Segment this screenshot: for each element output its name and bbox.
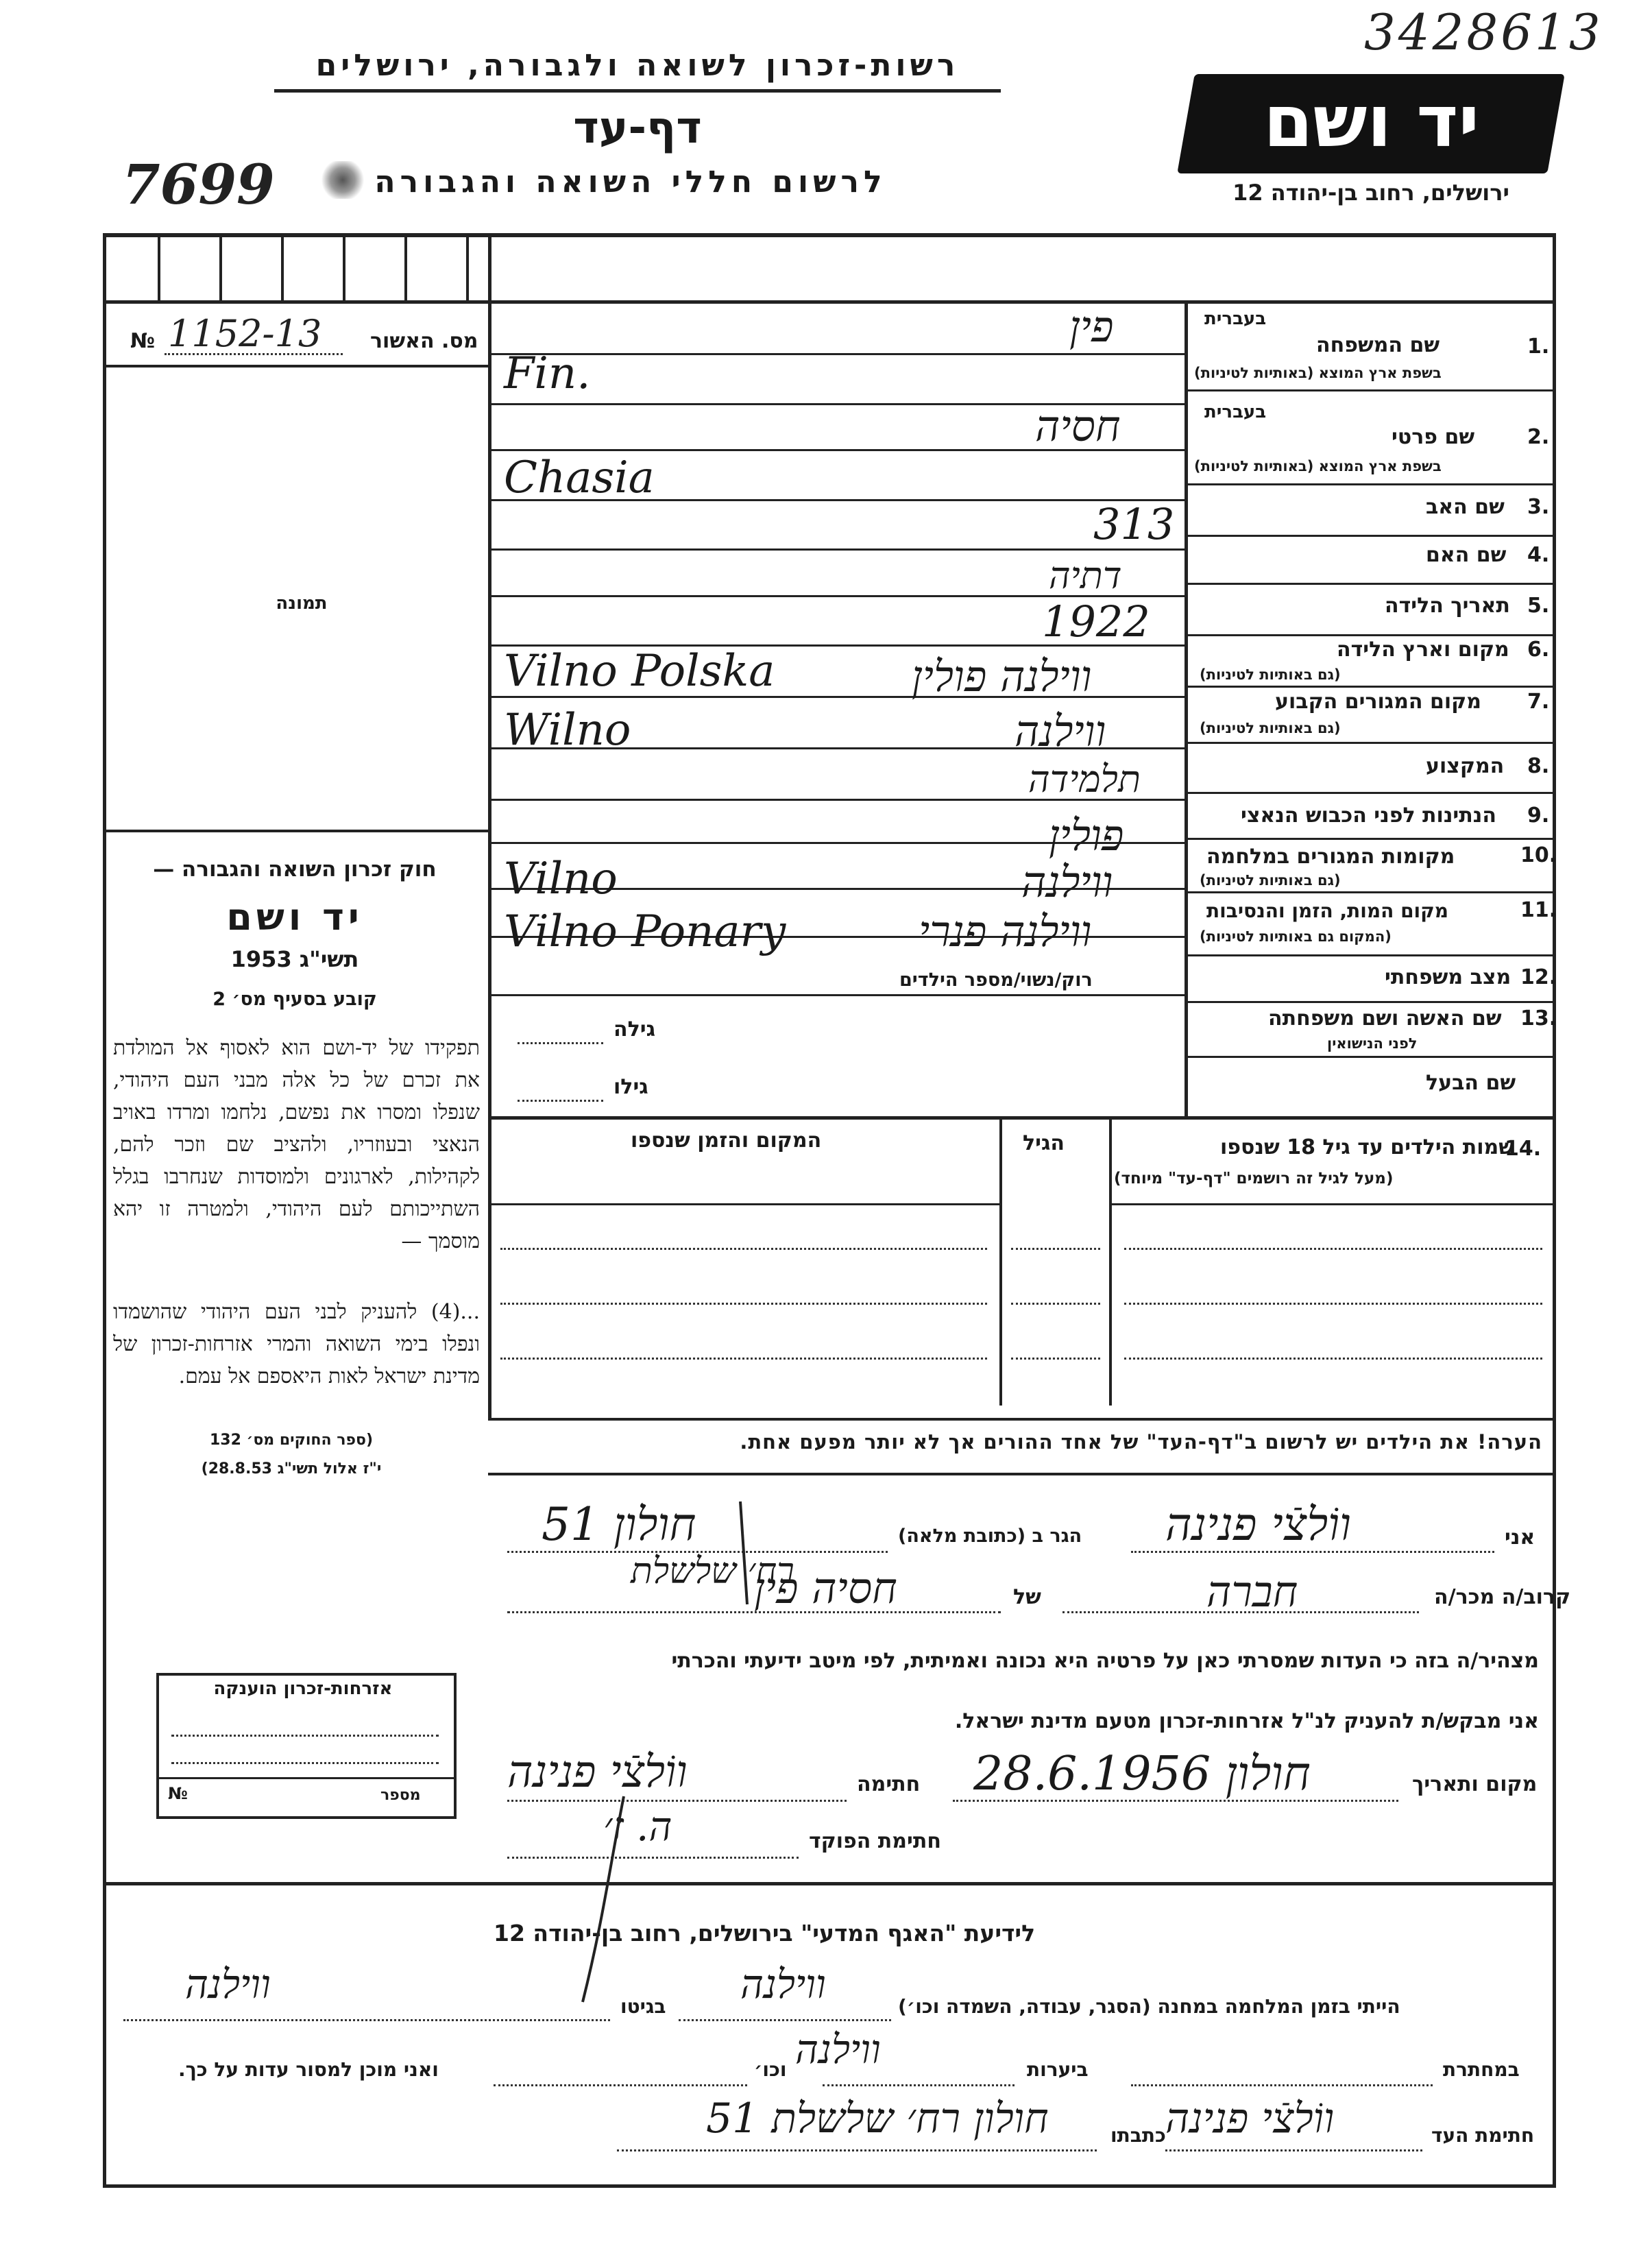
left-column-divider — [488, 233, 491, 1419]
field-4-value: דתיה — [1049, 554, 1122, 597]
field-2-value-he: חסיה — [1035, 401, 1121, 451]
bottom-dots — [1165, 2149, 1422, 2151]
children-row-dots — [500, 1358, 987, 1360]
children-age-header: הגיל — [1023, 1131, 1065, 1155]
field-11-number: 11. — [1520, 898, 1557, 922]
field-13-husband-label: שם הבעל — [1426, 1071, 1516, 1095]
bottom-l2-etc: וכו׳ — [754, 2058, 787, 2081]
row-line — [1185, 686, 1555, 688]
decl-l6-label: חתימת הפוקד — [809, 1829, 941, 1853]
field-3-label: שם האב — [1426, 495, 1505, 519]
bottom-dots — [1131, 2084, 1433, 2086]
frame-bottom — [103, 2184, 1556, 2188]
field-1-number: 1. — [1527, 335, 1550, 359]
form-subtitle: לרשום חללי השואה והגבורה — [374, 165, 887, 200]
field-13-age-label: גילה — [614, 1017, 655, 1041]
law-text: תפקידו של יד-ושם הוא לאסוף אל המולדת את זכרם של כל אלה מבני העם היהודי, שנפלו ומסרו את נפשם, נלחמו ומרדו באויב הנאצי ובעוזריו, ולהציב שם וזכר להם, לקהילות, לארגונים ולמוסדות שנחרבו בגלל השתייכותם לעם היהודי, ולמטרה זו יהא מוסמך — — [113, 1036, 480, 1253]
field-8-number: 8. — [1527, 754, 1550, 778]
children-header-line — [488, 1203, 1002, 1205]
children-row-dots — [1011, 1303, 1100, 1305]
citizenship-box-divider — [156, 1777, 454, 1779]
children-col-line — [999, 1118, 1002, 1406]
row-line — [1185, 838, 1555, 840]
field-3-value: 313 — [1093, 499, 1175, 549]
field-3-number: 3. — [1527, 495, 1550, 519]
field-1-value-he: פין — [1069, 302, 1114, 352]
row-line — [1185, 891, 1555, 893]
field-7-number: 7. — [1527, 690, 1550, 714]
field-8-value: תלמידה — [1028, 758, 1141, 801]
bottom-l1-extra: ווילנה — [185, 1961, 271, 2007]
field-1-hebrew-tag: בעברית — [1204, 309, 1267, 329]
field-2-value-latin: Chasia — [504, 453, 655, 503]
decl-l1-name: ווֹלצֿי פנינה — [1165, 1498, 1351, 1551]
decl-l2-name: חסיה פין — [754, 1563, 897, 1613]
authority-underline — [274, 89, 1001, 93]
field-10-value-he: ווילנה — [1021, 857, 1113, 907]
bottom-l3-addr: חולון רח׳ שלשלת 51 — [706, 2095, 1049, 2143]
law-section: קובע בסעיף מס׳ 2 — [212, 989, 377, 1010]
decl-dots — [1131, 1551, 1494, 1553]
field-13-husband-age-label: גילו — [614, 1075, 648, 1099]
row-line — [1185, 483, 1555, 485]
approval-no-mark: № — [130, 329, 156, 353]
row-line — [1185, 583, 1555, 585]
value-line — [488, 994, 1187, 996]
children-col-line — [1109, 1118, 1112, 1406]
bottom-l2-forest-label: ביערות — [1027, 2058, 1089, 2081]
pen-stroke — [562, 1783, 644, 2016]
children-row-dots — [500, 1303, 987, 1305]
form-title: דף-עד — [573, 103, 702, 154]
row-line — [1185, 535, 1555, 537]
field-6-sub: (גם באותיות לטיניות) — [1200, 666, 1341, 683]
decl-l2-mid: של — [1013, 1585, 1041, 1609]
top-box-divider — [281, 233, 284, 302]
value-line — [488, 353, 1187, 355]
approval-label: מס. האשור — [370, 329, 478, 353]
field-6-label: מקום וארץ הלידה — [1337, 638, 1509, 662]
authority-name: רשות-זכרון לשואה ולגבורה, ירושלים — [315, 48, 960, 83]
decl-l2-prefix: קרוב/ה מכר/ה — [1434, 1585, 1571, 1609]
children-row-dots — [1124, 1248, 1542, 1250]
decl-l1-mid: הגר ב (כתובת מלאה) — [898, 1526, 1082, 1547]
frame-right — [1553, 233, 1556, 2187]
field-2-label: שם פרטי — [1392, 425, 1475, 449]
row-line — [1185, 954, 1555, 956]
field-2-sub: בשפת ארץ המוצא (באותיות לטיניות) — [1194, 458, 1442, 474]
field-11-value-he: ווילנה פנרי — [919, 906, 1092, 956]
citizenship-number-label: מספר — [380, 1787, 421, 1804]
decl-l6-sig: ה. ז׳ — [603, 1803, 672, 1850]
decl-l4: אני מבקש/ת להעניק לנ"ל אזרחות-זכרון מטעם מדינת ישראל. — [954, 1709, 1539, 1733]
bottom-l2-prefix: במחתרת — [1443, 2058, 1520, 2081]
field-11-label: מקום המות, הזמן והנסיבות — [1206, 900, 1449, 922]
decl-dots — [507, 1800, 847, 1802]
top-box-divider — [219, 233, 222, 302]
children-row-dots — [500, 1248, 987, 1250]
law-text-2: ...(4) להעניק לבני העם היהודי שהושמדו ונפלו בימי השואה והמרי אזרחות-זכרון של מדינת ישראל לאות היאספם אל עמם. — [113, 1300, 480, 1388]
field-9-number: 9. — [1527, 804, 1550, 828]
decl-l3: מצהיר/ה בזה כי העדות שמסרתי כאן על פרטיה היא נכונה ואמיתית, לפי מיטב ידיעתי והכרתי — [671, 1649, 1539, 1673]
decl-l1-addr: חולון 51 — [542, 1498, 696, 1551]
field-6-value-he: ווילנה פולין — [912, 651, 1092, 701]
field-14-label: שמות הילדים עד גיל 18 שנספו — [1220, 1135, 1514, 1159]
field-4-number: 4. — [1527, 543, 1550, 567]
frame-top — [103, 233, 1556, 237]
photo-label: תמונה — [276, 593, 328, 614]
field-5-label: תאריך הלידה — [1385, 594, 1510, 618]
field-1-value-latin: Fin. — [504, 348, 591, 399]
field-13-label: שם האשה ושם משפחתה — [1268, 1006, 1502, 1030]
field-7-label: מקום המגורים הקבוע — [1275, 690, 1481, 714]
field-14-sub: (מעל לגיל זה רושמים "דף-עד" מיוחד) — [1114, 1170, 1394, 1187]
row-line — [1185, 389, 1555, 391]
top-box-divider — [343, 233, 345, 302]
law-title: חוק זכרון השואה והגבורה — — [153, 857, 437, 882]
field-9-value: פולין — [1049, 810, 1124, 860]
bottom-l3-prefix: חתימת העד — [1431, 2124, 1535, 2147]
field-10-number: 10. — [1520, 843, 1557, 867]
photo-box-top — [103, 365, 490, 367]
bottom-l1-ghetto: ווילנה — [740, 1961, 826, 2007]
field-13-number: 13. — [1520, 1006, 1557, 1030]
row-line — [488, 1116, 1556, 1120]
field-13-age-dots — [518, 1042, 603, 1044]
bottom-l1-ghetto-label: בגיטו — [620, 1995, 666, 2018]
bottom-l1-prefix: הייתי בזמן המלחמה במחנה (הסגר, עבודה, השמדה וכו׳) — [898, 1995, 1400, 2018]
note-bottom-line — [488, 1473, 1556, 1475]
bottom-l3-sig: ווֹלצֿי פנינה — [1165, 2095, 1335, 2143]
row-line — [1185, 1056, 1555, 1058]
field-11-sub: (המקום גם באותיות לטיניות) — [1200, 928, 1392, 945]
decl-l1-prefix: אני — [1505, 1526, 1535, 1549]
field-7-value-latin: Wilno — [504, 705, 631, 756]
approval-value: 1152-13 — [168, 312, 322, 355]
field-2-number: 2. — [1527, 425, 1550, 449]
row-line — [1185, 792, 1555, 794]
bottom-dots — [617, 2149, 1097, 2151]
citizenship-dots — [171, 1762, 439, 1764]
field-6-number: 6. — [1527, 638, 1550, 662]
field-7-value-he: ווילנה — [1015, 706, 1106, 756]
citizenship-box-title: אזרחות-זכרון הוענקה — [213, 1678, 393, 1699]
top-box-divider — [404, 233, 407, 302]
field-8-label: המקצוע — [1426, 754, 1505, 778]
bottom-dots — [679, 2019, 891, 2021]
field-1-label: שם המשפחה — [1316, 333, 1440, 357]
field-7-sub: (גם באותיות לטיניות) — [1200, 720, 1341, 736]
bottom-l2-forest: ווילנה — [795, 2026, 881, 2073]
top-row-bottom — [103, 300, 1556, 304]
field-5-value: 1922 — [1042, 596, 1150, 647]
citizenship-no-mark: № — [168, 1784, 188, 1803]
field-10-label: מקומות המגורים במלחמה — [1206, 845, 1455, 869]
decl-dots — [507, 1857, 799, 1859]
field-4-label: שם האם — [1426, 543, 1507, 567]
children-row-dots — [1124, 1358, 1542, 1360]
pen-stroke — [720, 1495, 761, 1611]
field-14-number: 14. — [1505, 1137, 1542, 1161]
law-name: יד ושם — [226, 895, 363, 939]
children-row-dots — [1011, 1248, 1100, 1250]
decl-l2-rel: חברה — [1206, 1567, 1298, 1617]
field-12-value: רוק/נשוי/מספר הילדים — [899, 969, 1093, 991]
bottom-section-line — [103, 1882, 1556, 1885]
law-ref-2: י"ז אלול תשי"ג 28.8.53) — [201, 1460, 382, 1478]
top-box-divider — [158, 233, 160, 302]
decl-l1-addr-2: רח׳ שלשלת — [631, 1551, 794, 1592]
note-top-line — [488, 1418, 1556, 1421]
note-text: הערה! את הילדים יש לרשום ב"דף-העד" של אחד ההורים אך לא יותר מפעם אחת. — [740, 1430, 1542, 1454]
logo-address: ירושלים, רחוב בן-יהודה 12 — [1232, 180, 1509, 206]
top-box-divider — [466, 233, 469, 302]
bottom-dots — [494, 2084, 747, 2086]
children-row-dots — [1124, 1303, 1542, 1305]
field-12-number: 12. — [1520, 965, 1557, 989]
bottom-dots — [823, 2084, 1015, 2086]
row-line — [1185, 742, 1555, 744]
field-12-label: מצב משפחתי — [1385, 965, 1511, 989]
decl-l5-sig-label: חתימה — [857, 1772, 921, 1796]
approval-dots — [165, 353, 343, 355]
bottom-l3-addr-label: כתבתו — [1110, 2124, 1166, 2147]
field-13-sub: לפני הנישואין — [1327, 1035, 1418, 1052]
row-line — [1185, 634, 1555, 636]
children-header-line — [1109, 1203, 1555, 1205]
law-ref-1: (ספר החוקים מס׳ 132 — [209, 1432, 374, 1449]
bottom-title: לידיעת "האגף המדעי" בירושלים, רחוב בן-יהודה 12 — [494, 1920, 1036, 1946]
decl-dots — [507, 1551, 888, 1553]
children-place-header: המקום והזמן שנספו — [631, 1129, 822, 1153]
field-9-label: הנתינות לפני הכבוש הנאצי — [1241, 804, 1496, 828]
sheet-number: 7699 — [122, 152, 275, 217]
photo-box-bottom — [103, 830, 490, 832]
decl-dots — [953, 1800, 1398, 1802]
field-6-value-latin: Vilno Polska — [504, 646, 775, 697]
field-11-value-latin: Vilno Ponary — [504, 906, 786, 957]
field-2-hebrew-tag: בעברית — [1204, 402, 1267, 422]
law-year: תשי"ג 1953 — [230, 946, 359, 972]
citizenship-dots — [171, 1735, 439, 1737]
decl-l5-prefix: מקום ותאריך — [1412, 1772, 1538, 1796]
archive-number: 3428613 — [1364, 3, 1603, 61]
decl-l5-sig: ווֹלצֿי פנינה — [507, 1747, 688, 1798]
field-10-sub: (גם באותיות לטיניות) — [1200, 872, 1341, 889]
value-line — [488, 548, 1187, 551]
logo-text: יד ושם — [1263, 80, 1480, 163]
field-13-husband-age-dots — [518, 1100, 603, 1102]
field-1-sub: בשפת ארץ המוצא (באותיות לטיניות) — [1194, 365, 1442, 381]
field-10-value-latin: Vilno — [504, 854, 618, 904]
decl-dots — [507, 1611, 1001, 1613]
field-5-number: 5. — [1527, 594, 1550, 618]
children-row-dots — [1011, 1358, 1100, 1360]
frame-left — [103, 233, 106, 2187]
bottom-dots — [123, 2019, 610, 2021]
decl-dots — [1062, 1611, 1419, 1613]
row-line — [1185, 1001, 1555, 1003]
yad-vashem-logo — [1177, 74, 1565, 173]
bottom-l2-suffix: ואני מוכן למסור עדות על כך. — [178, 2058, 439, 2081]
decl-l5-place-date: חולון 28.6.1956 — [973, 1747, 1311, 1801]
